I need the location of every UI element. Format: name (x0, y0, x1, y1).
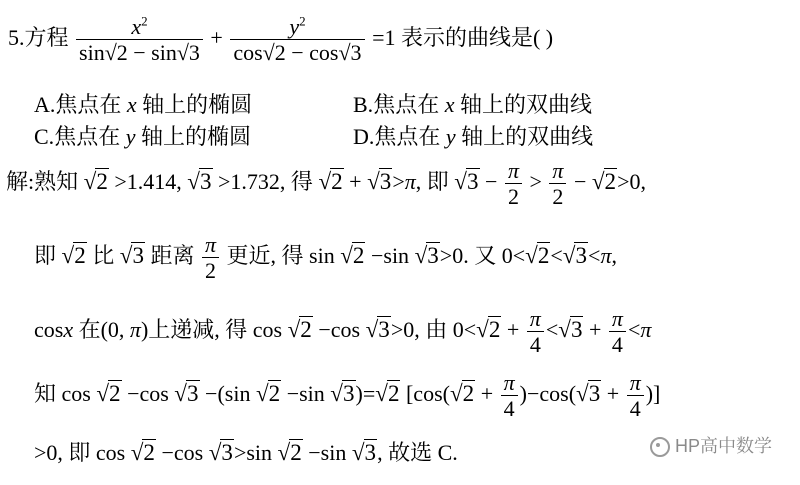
radicand: 3 (466, 167, 479, 194)
text: )上递减, 得 cos (140, 316, 283, 342)
denominator: 4 (527, 331, 544, 357)
fraction-pi-over-2 (549, 158, 566, 210)
option-var: y (445, 124, 456, 149)
sqrt-3: √3 (576, 379, 601, 406)
radicand: 3 (427, 241, 439, 268)
radicand: 2 (300, 315, 312, 342)
text: >0, 即 cos (34, 440, 126, 465)
sqrt-3: √3 (119, 241, 144, 268)
option-label: A. (34, 92, 56, 117)
radicand: 2 (387, 379, 400, 406)
radicand: 2 (143, 439, 155, 465)
denominator: 4 (609, 331, 626, 357)
stem-suffix: =1 表示的曲线是( ) (372, 24, 554, 50)
sqrt-3: √3 (351, 439, 377, 465)
sqrt-2: √2 (375, 379, 400, 406)
pi-symbol: π (404, 168, 416, 194)
fraction-pi-over-4 (527, 306, 544, 358)
text: −sin (286, 380, 325, 406)
wechat-like-icon (650, 437, 670, 457)
sqrt-3: √3 (174, 379, 199, 406)
text: >0, 由 0< (390, 316, 477, 342)
text: >0. 又 0< (439, 242, 526, 268)
fraction-x (76, 14, 203, 66)
frac2-exponent: 2 (299, 13, 306, 29)
text: , (611, 242, 617, 268)
text: −cos (318, 316, 361, 342)
frac1-numerator: x (131, 14, 142, 39)
frac1-exponent: 2 (141, 13, 148, 29)
text: − (573, 168, 587, 194)
pi-symbol: π (129, 316, 141, 342)
radicand: 3 (132, 241, 144, 268)
radicand: 2 (268, 379, 281, 406)
numerator: π (529, 306, 541, 331)
numerator: π (629, 370, 641, 395)
option-text: 焦点在 (55, 92, 127, 117)
radicand: 2 (331, 167, 343, 194)
denominator: 4 (627, 395, 644, 421)
sqrt-2: √2 (96, 379, 121, 406)
numerator: π (552, 158, 564, 183)
fraction-pi-over-4 (627, 370, 644, 422)
sqrt-2: √2 (449, 379, 475, 406)
text: −cos (161, 440, 204, 465)
solution-line-5 (34, 436, 458, 467)
text: cos (34, 316, 64, 342)
sqrt-3: √3 (330, 379, 355, 406)
denominator: 4 (501, 395, 518, 421)
option-text: 轴上的椭圆 (136, 92, 253, 117)
sqrt-2: √2 (340, 241, 365, 268)
problem-number: 5. (8, 24, 25, 50)
numerator: π (611, 306, 623, 331)
radicand: 3 (221, 439, 233, 465)
text: + (480, 380, 494, 406)
text: >sin (233, 440, 273, 465)
option-a (34, 88, 252, 119)
solution-line-4 (34, 370, 660, 422)
text: − (485, 168, 498, 194)
option-d (353, 120, 593, 151)
numerator: π (205, 232, 217, 257)
option-text: 焦点在 (374, 124, 446, 149)
frac2-numerator: y (289, 14, 300, 39)
radicand: 3 (378, 315, 390, 342)
plus-sign: + (210, 24, 223, 50)
text: 距离 (150, 242, 195, 268)
text: )] (645, 380, 661, 406)
radicand: 3 (575, 241, 588, 268)
sqrt-3: √3 (558, 315, 583, 342)
sqrt-3: √3 (187, 167, 212, 194)
stem-prefix: 方程 (24, 24, 69, 50)
text: + (349, 168, 362, 194)
text: , 即 (415, 168, 449, 194)
option-label: D. (353, 124, 375, 149)
text: + (606, 380, 620, 406)
denominator: 2 (202, 257, 219, 283)
text: 比 (92, 242, 115, 268)
numerator: π (503, 370, 515, 395)
text: > (529, 168, 542, 194)
text: −cos (127, 380, 169, 406)
sqrt-3: √3 (562, 241, 588, 268)
radicand: 2 (352, 241, 365, 268)
option-label: B. (353, 92, 374, 117)
option-b (353, 88, 592, 119)
sqrt-2: √2 (525, 241, 550, 268)
sqrt-2: √2 (287, 315, 312, 342)
sqrt-2: √2 (476, 315, 501, 342)
text: >1.414, (114, 168, 188, 194)
sqrt-3: √3 (365, 315, 390, 342)
sqrt-3: √3 (208, 439, 233, 465)
text: −(sin (205, 380, 251, 406)
watermark-text: HP高中数学 (674, 436, 772, 456)
pi-symbol: π (600, 242, 612, 268)
text: > (392, 168, 405, 194)
radicand: 3 (588, 379, 601, 406)
option-text: 焦点在 (373, 92, 445, 117)
radicand: 3 (342, 379, 355, 406)
sqrt-3: √3 (367, 167, 392, 194)
option-c (34, 120, 251, 151)
text: 解:熟知 (6, 168, 79, 194)
sqrt-2: √2 (277, 439, 302, 465)
radicand: 2 (488, 315, 501, 342)
radicand: 3 (199, 167, 212, 194)
radicand: 3 (379, 167, 392, 194)
numerator: π (507, 158, 519, 183)
text: >0, (617, 168, 647, 194)
solution-line-2 (34, 232, 617, 284)
sqrt-2: √2 (83, 167, 108, 194)
option-text: 焦点在 (54, 124, 126, 149)
text: >1.732, 得 (218, 168, 313, 194)
frac1-denominator: sin√2 − sin√3 (76, 39, 203, 65)
option-text: 轴上的双曲线 (455, 124, 594, 149)
radicand: 2 (109, 379, 121, 406)
sqrt-2: √2 (255, 379, 281, 406)
radicand: 2 (604, 167, 617, 194)
option-text: 轴上的双曲线 (454, 92, 592, 117)
text: + (588, 316, 602, 342)
solution-line-3 (34, 306, 651, 358)
text: 在(0, (73, 316, 130, 342)
radicand: 2 (74, 241, 86, 268)
radicand: 2 (290, 439, 302, 465)
option-label: C. (34, 124, 55, 149)
radicand: 3 (364, 439, 377, 465)
option-text: 轴上的椭圆 (135, 124, 251, 149)
text: −sin (308, 440, 347, 465)
x-var: x (63, 316, 74, 342)
sqrt-2: √2 (130, 439, 155, 465)
watermark (650, 432, 772, 458)
fraction-pi-over-2 (505, 158, 522, 210)
option-var: y (125, 124, 136, 149)
problem-stem (8, 14, 553, 66)
text: [cos( (405, 380, 450, 406)
pi-symbol: π (640, 316, 652, 342)
solution-line-1 (6, 158, 646, 210)
text: )= (355, 380, 376, 406)
denominator: 2 (505, 183, 522, 209)
text: 知 cos (34, 380, 91, 406)
fraction-pi-over-4 (501, 370, 518, 422)
option-var: x (126, 92, 137, 117)
fraction-pi-over-4 (609, 306, 626, 358)
frac2-denominator: cos√2 − cos√3 (230, 39, 364, 65)
text: −sin (370, 242, 410, 268)
text: < (545, 316, 559, 342)
fraction-pi-over-2 (202, 232, 219, 284)
text: , 故选 C. (377, 440, 458, 465)
option-var: x (444, 92, 455, 117)
text: < (627, 316, 641, 342)
denominator: 2 (549, 183, 566, 209)
fraction-y (230, 14, 364, 66)
radicand: 3 (186, 379, 199, 406)
radicand: 3 (570, 315, 583, 342)
sqrt-2: √2 (591, 167, 617, 194)
sqrt-2: √2 (318, 167, 343, 194)
text: )−cos( (519, 380, 577, 406)
text: + (506, 316, 520, 342)
sqrt-2: √2 (61, 241, 86, 268)
text: 即 (34, 242, 57, 268)
text: < (588, 242, 601, 268)
text: 更近, 得 sin (226, 242, 335, 268)
radicand: 2 (96, 167, 108, 194)
sqrt-3: √3 (414, 241, 439, 268)
radicand: 2 (537, 241, 550, 268)
sqrt-3: √3 (454, 167, 479, 194)
radicand: 2 (462, 379, 475, 406)
text: < (550, 242, 563, 268)
